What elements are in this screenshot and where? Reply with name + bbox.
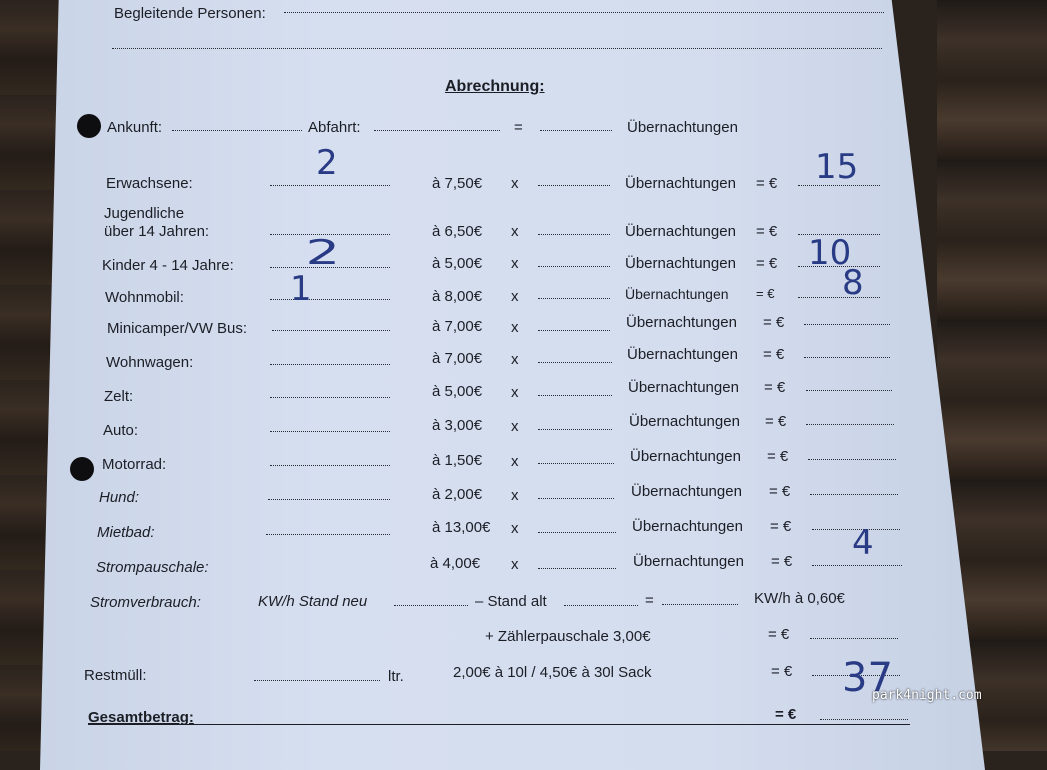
row-nights-line-motorhome [538, 298, 610, 299]
row-x-car: x [511, 418, 519, 435]
power-rate: KW/h à 0,60€ [754, 590, 845, 607]
row-amount-line-minicamper [804, 324, 890, 325]
row-count-line-tent [270, 397, 390, 398]
row-count-line-caravan [270, 364, 390, 365]
row-nights-line-rental-bath [538, 532, 616, 533]
waste-label: Restmüll: [84, 667, 147, 684]
accompanying-persons-label: Begleitende Personen: [114, 5, 266, 22]
row-label-minicamper: Minicamper/VW Bus: [107, 320, 248, 337]
power-new-line [394, 605, 468, 606]
row-count-line-motorcycle [270, 465, 390, 466]
waste-prices: 2,00€ à 10l / 4,50€ à 30l Sack [453, 664, 652, 681]
row-label-youth: Jugendliche [104, 205, 185, 222]
row-price-motorcycle: à 1,50€ [432, 452, 483, 469]
row-nights-rental-bath: Übernachtungen [632, 518, 743, 535]
row-price-caravan: à 7,00€ [432, 350, 483, 367]
arrival-line [172, 130, 302, 131]
arrival-equals: = [514, 119, 523, 136]
row-x-rental-bath: x [511, 520, 519, 537]
waste-amount-line [254, 680, 380, 681]
row-count-line-car [270, 431, 390, 432]
row-amount-children: 10 [808, 233, 852, 273]
row-amount-line-power-flat [812, 565, 902, 566]
accompanying-persons-line-2 [112, 48, 882, 49]
row-count-motorhome: 1 [290, 269, 312, 309]
accompanying-persons-line [284, 12, 884, 13]
row-amount-line-dog [810, 494, 898, 495]
nights-line [540, 130, 612, 131]
row-count-line-motorhome [270, 299, 390, 300]
row-nights-motorhome: Übernachtungen [625, 286, 729, 302]
row-price-rental-bath: à 13,00€ [432, 519, 491, 536]
power-result-line [662, 604, 738, 605]
row-amount-line-tent [806, 390, 892, 391]
row-nights-line-power-flat [538, 568, 616, 569]
row-price-minicamper: à 7,00€ [432, 318, 483, 335]
row-label-dog: Hund: [99, 489, 140, 506]
nights-label: Übernachtungen [627, 119, 738, 136]
row-eq-dog: = € [769, 483, 791, 500]
watermark: park4night.com [872, 688, 982, 703]
row-x-adults: x [511, 175, 519, 192]
departure-label: Abfahrt: [308, 119, 361, 136]
row-count-line-adults [270, 185, 390, 186]
row-amount-power-flat: 4 [852, 523, 874, 563]
row-label-caravan: Wohnwagen: [106, 354, 194, 371]
row-nights-line-minicamper [538, 330, 610, 331]
row-eq-minicamper: = € [763, 314, 785, 331]
power-eq: = [645, 592, 654, 609]
total-amount: 37 [842, 655, 893, 701]
row-nights-line-dog [538, 498, 614, 499]
row-price-adults: à 7,50€ [432, 175, 483, 192]
row-eq-adults: = € [756, 175, 778, 192]
arrival-label: Ankunft: [107, 119, 163, 136]
row-nights-line-car [538, 429, 612, 430]
row-amount-line-motorcycle [808, 459, 896, 460]
row-count-line-rental-bath [266, 534, 390, 535]
row-x-dog: x [511, 487, 519, 504]
waste-unit: ltr. [388, 668, 404, 685]
row-x-motorcycle: x [511, 453, 519, 470]
document-title: Abrechnung: [445, 78, 545, 95]
departure-line [374, 130, 500, 131]
row-label-power-flat: Strompauschale: [96, 559, 209, 576]
row-eq-tent: = € [764, 379, 786, 396]
row-eq-motorcycle: = € [767, 448, 789, 465]
row-x-power-flat: x [511, 556, 519, 573]
power-old-line [564, 605, 638, 606]
row-eq-children: = € [756, 255, 778, 272]
row-price-car: à 3,00€ [432, 417, 483, 434]
row-label-tent: Zelt: [104, 388, 134, 405]
row-x-motorhome: x [511, 288, 519, 305]
row-nights-car: Übernachtungen [629, 413, 740, 430]
row-nights-tent: Übernachtungen [628, 379, 739, 396]
row-nights-adults: Übernachtungen [625, 175, 736, 192]
total-underline [88, 724, 910, 725]
meter-fee-amount-line [810, 638, 898, 639]
row-eq-caravan: = € [763, 346, 785, 363]
power-new-label: KW/h Stand neu [258, 593, 368, 610]
total-amount-line [820, 719, 908, 720]
power-old-label: – Stand alt [475, 593, 547, 610]
row-nights-line-adults [538, 185, 610, 186]
row-label-rental-bath: Mietbad: [97, 524, 155, 541]
row-x-youth: x [511, 223, 519, 240]
meter-fee-eq: = € [768, 626, 790, 643]
row-count-children: 2 [305, 233, 341, 273]
row-nights-line-children [538, 266, 610, 267]
row-eq-motorhome: = € [756, 286, 775, 301]
row-eq-car: = € [765, 413, 787, 430]
row-count-adults: 2 [316, 143, 338, 183]
row-label-car: Auto: [103, 422, 139, 439]
total-eq: = € [775, 706, 797, 723]
row-price-tent: à 5,00€ [432, 383, 483, 400]
row-nights-power-flat: Übernachtungen [633, 553, 744, 570]
punch-hole-top [77, 114, 101, 138]
row-nights-caravan: Übernachtungen [627, 346, 738, 363]
row-count-line-minicamper [272, 330, 390, 331]
punch-hole-bottom [70, 457, 94, 481]
row-price-dog: à 2,00€ [432, 486, 483, 503]
row-label-motorhome: Wohnmobil: [105, 289, 184, 306]
row-label-children: Kinder 4 - 14 Jahre: [102, 257, 234, 274]
row-amount-line-car [806, 424, 894, 425]
row-amount-adults: 15 [815, 147, 859, 187]
row-x-caravan: x [511, 351, 519, 368]
row-nights-children: Übernachtungen [625, 255, 736, 272]
row-price-children: à 5,00€ [432, 255, 483, 272]
row-nights-youth: Übernachtungen [625, 223, 736, 240]
waste-eq: = € [771, 663, 793, 680]
row-price-youth: à 6,50€ [432, 223, 483, 240]
row-nights-minicamper: Übernachtungen [626, 314, 737, 331]
row-nights-dog: Übernachtungen [631, 483, 742, 500]
row-nights-line-motorcycle [538, 463, 614, 464]
row-eq-power-flat: = € [771, 553, 793, 570]
row-x-tent: x [511, 384, 519, 401]
row-x-minicamper: x [511, 319, 519, 336]
row-price-motorhome: à 8,00€ [432, 288, 483, 305]
row-nights-motorcycle: Übernachtungen [630, 448, 741, 465]
row-amount-motorhome: 8 [842, 263, 864, 303]
row-label-youth-line2: über 14 Jahren: [104, 223, 210, 240]
row-amount-line-motorhome [798, 297, 880, 298]
row-nights-line-youth [538, 234, 610, 235]
total-label: Gesamtbetrag: [88, 709, 194, 726]
row-eq-rental-bath: = € [770, 518, 792, 535]
row-nights-line-caravan [538, 362, 612, 363]
row-label-motorcycle: Motorrad: [102, 456, 167, 473]
row-amount-line-caravan [804, 357, 890, 358]
row-eq-youth: = € [756, 223, 778, 240]
row-count-line-dog [268, 499, 390, 500]
row-x-children: x [511, 255, 519, 272]
row-label-adults: Erwachsene: [106, 175, 193, 192]
power-consumption-label: Stromverbrauch: [90, 594, 201, 611]
row-nights-line-tent [538, 395, 612, 396]
meter-fee: + Zählerpauschale 3,00€ [485, 628, 651, 645]
row-price-power-flat: à 4,00€ [430, 555, 481, 572]
